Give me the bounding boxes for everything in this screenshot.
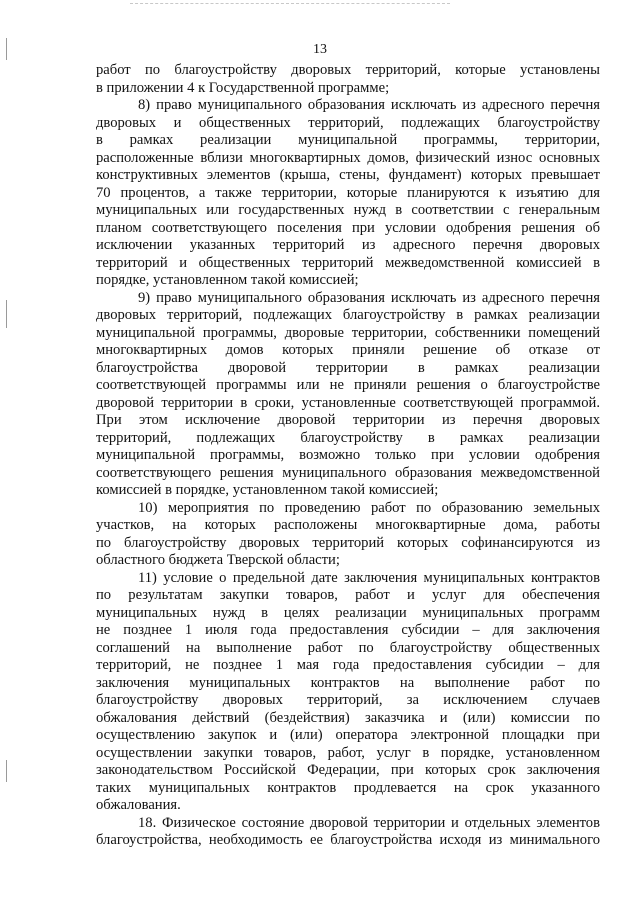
text-line: в приложении 4 к Государственной программе; <box>96 79 390 96</box>
text-line: 10) мероприятия по проведению работ по образованию земельных <box>138 499 600 516</box>
text-line: 8) право муниципального образования исключать из адресного перечня <box>138 97 600 113</box>
page-number: 13 <box>313 42 327 57</box>
text-line: территорий, не позднее 1 мая года предоставления субсидии – для <box>96 657 600 673</box>
text-line: по результатам закупки товаров, работ и услуг для обеспечения <box>96 587 600 603</box>
text-line: исключении указанных территорий из адресного перечня дворовых <box>96 237 600 253</box>
document-body <box>96 62 600 850</box>
text-line: обжалования действий (бездействия) заказчика и (или) комиссии по <box>96 709 600 726</box>
text-line: порядке, установленном такой комиссией; <box>96 272 359 288</box>
text-line: областного бюджета Тверской области; <box>96 552 340 568</box>
text-line: муниципальной программы, дворовые территории, собственники помещений <box>96 324 600 341</box>
text-line: осуществлении закупки товаров, работ, услуг в порядке, установленном <box>96 744 600 761</box>
text-line: территорий, подлежащих благоустройству в рамках реализации <box>96 429 600 446</box>
text-line: благоустройству дворовых территорий, за исключением случаев <box>96 692 600 708</box>
text-line: таких муниципальных контрактов продлевается на срок указанного <box>96 779 600 796</box>
text-line: в рамках реализации муниципальной программы, территории, <box>96 132 600 148</box>
text-line: соответствующей программы или не приняли решения о благоустройстве <box>96 377 600 393</box>
text-line: осуществлению закупок и (или) оператора электронной площадки при <box>96 727 600 743</box>
text-line: соответствующего решения муниципального образования межведомственной <box>96 464 600 481</box>
paragraph <box>96 97 600 290</box>
text-line: работ по благоустройству дворовых территорий, которые установлены <box>96 62 600 78</box>
text-line: При этом исключение дворовой территории из перечня дворовых <box>96 412 600 428</box>
text-line: благоустройства дворовой территории в рамках реализации <box>96 359 600 376</box>
text-line: дворовых территорий, подлежащих благоустройству в рамках реализации <box>96 307 600 323</box>
text-line: соглашений на выполнение работ по благоустройству общественных <box>96 639 600 656</box>
paragraph <box>96 570 600 815</box>
text-line: дворовой территории в сроки, установленные соответствующей программой. <box>96 394 600 411</box>
text-line: комиссией в порядке, установленном такой комиссией; <box>96 482 439 498</box>
text-line: 70 процентов, а также территории, которые планируются к изъятию для <box>96 184 600 201</box>
text-line: обжалования. <box>96 797 181 813</box>
text-line: муниципальных нужд в целях реализации муниципальных программ <box>96 604 600 621</box>
text-line: конструктивных элементов (крыша, стены, фундамент) которых превышает <box>96 167 600 183</box>
text-line: планом соответствующего поселения при условии одобрения решения об <box>96 219 600 236</box>
text-line: участков, на которых расположены многоквартирные дома, работы <box>96 517 600 533</box>
text-line: 9) право муниципального образования исключать из адресного перечня <box>138 289 600 306</box>
text-line: благоустройства, необходимость ее благоустройства исходя из минимального <box>96 832 600 848</box>
text-line: многоквартирных домов которых приняли решение об отказе от <box>96 342 600 358</box>
scan-margin-mark <box>6 300 7 328</box>
text-line: дворовых и общественных территорий, подлежащих благоустройству <box>96 114 600 131</box>
paragraph <box>96 62 600 97</box>
text-line: законодательством Российской Федерации, при которых срок заключения <box>96 762 600 778</box>
scan-margin-mark <box>6 760 7 782</box>
paragraph <box>96 815 600 850</box>
text-line: не позднее 1 июля года предоставления субсидии – для заключения <box>96 622 600 638</box>
text-line: расположенные вблизи многоквартирных домов, физический износ основных <box>96 149 600 166</box>
text-line: 18. Физическое состояние дворовой территории и отдельных элементов <box>138 814 600 831</box>
scan-edge-artifact <box>130 3 450 5</box>
text-line: территорий и общественных территорий межведомственной комиссией в <box>96 254 600 271</box>
text-line: 11) условие о предельной дате заключения муниципальных контрактов <box>138 569 600 586</box>
paragraph <box>96 500 600 570</box>
text-line: по благоустройству дворовых территорий которых софинансируются из <box>96 534 600 551</box>
text-line: муниципальной программы, возможно только при условии одобрения <box>96 447 600 463</box>
paragraph <box>96 290 600 500</box>
text-line: заключения муниципальных контрактов на выполнение работ по <box>96 674 600 691</box>
text-line: муниципальных или государственных нужд в соответствии с генеральным <box>96 202 600 218</box>
